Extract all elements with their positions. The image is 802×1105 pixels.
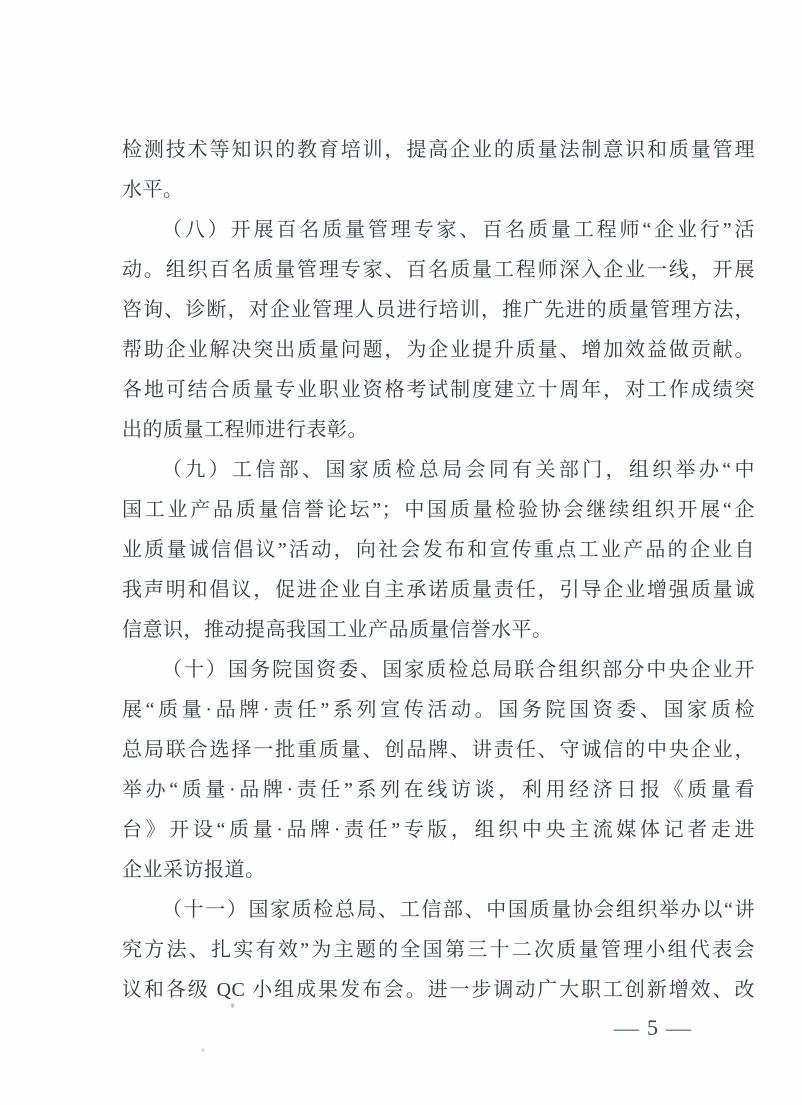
text-line: 帮助企业解决突出质量问题，为企业提升质量、增加效益做贡献。	[122, 339, 755, 361]
text-line: 出的质量工程师进行表彰。	[122, 419, 368, 441]
text-line: 究方法、扎实有效”为主题的全国第三十二次质量管理小组代表会	[122, 939, 755, 961]
text-line: （九）工信部、国家质检总局会同有关部门，组织举办“中	[162, 459, 755, 481]
page-number-value: 5	[647, 1015, 658, 1040]
text-line: （八）开展百名质量管理专家、百名质量工程师“企业行”活	[162, 219, 755, 241]
text-line: 咨询、诊断，对企业管理人员进行培训，推广先进的质量管理方法，	[122, 299, 755, 321]
text-line: 检测技术等知识的教育培训，提高企业的质量法制意识和质量管理	[122, 139, 755, 161]
text-line: 各地可结合质量专业职业资格考试制度建立十周年，对工作成绩突	[122, 379, 755, 401]
text-line: 水平。	[122, 179, 184, 201]
page-number	[613, 1014, 692, 1042]
text-line: 动。组织百名质量管理专家、百名质量工程师深入企业一线，开展	[122, 259, 755, 281]
text-line: 总局联合选择一批重质量、创品牌、讲责任、守诚信的中央企业，	[122, 739, 755, 761]
body-text	[122, 130, 755, 1010]
page-number-dash-right: —	[665, 1016, 692, 1040]
text-line: 议和各级 QC 小组成果发布会。进一步调动广大职工创新增效、改	[122, 979, 755, 1001]
text-line: 业质量诚信倡议”活动，向社会发布和宣传重点工业产品的企业自	[122, 539, 755, 561]
text-line: 台》开设“质量·品牌·责任”专版，组织中央主流媒体记者走进	[122, 819, 755, 841]
text-line: 信意识，推动提高我国工业产品质量信誉水平。	[122, 619, 553, 641]
text-line: 展“质量·品牌·责任”系列宣传活动。国务院国资委、国家质检	[122, 699, 755, 721]
page-number-dash-left: —	[613, 1016, 640, 1040]
text-line: （十）国务院国资委、国家质检总局联合组织部分中央企业开	[162, 659, 755, 681]
text-line: 国工业产品质量信誉论坛”；中国质量检验协会继续组织开展“企	[122, 499, 755, 521]
text-line: （十一）国家质检总局、工信部、中国质量协会组织举办以“讲	[162, 899, 755, 921]
text-line: 企业采访报道。	[122, 859, 266, 881]
text-line: 我声明和倡议，促进企业自主承诺质量责任，引导企业增强质量诚	[122, 579, 755, 601]
text-line: 举办“质量·品牌·责任”系列在线访谈，利用经济日报《质量看	[122, 779, 755, 801]
scan-speck	[231, 1003, 234, 1008]
scan-speck	[201, 1048, 205, 1052]
